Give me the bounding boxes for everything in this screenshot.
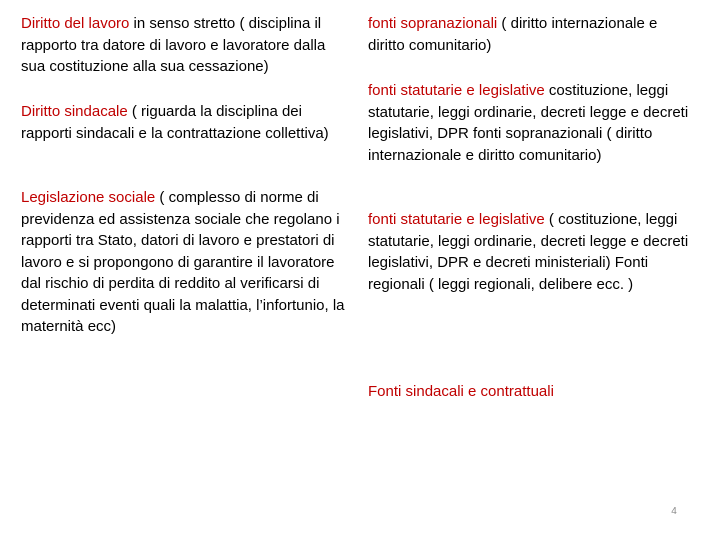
- fonti-statutarie-term-2: fonti statutarie e legislative: [368, 211, 545, 228]
- fonti-statutarie-text-1: costituzione, leggi statutarie, leggi ordinarie, decreti legge e decreti legislativi, DPR fonti sopranazionali ( diritto internazionale e diritto comunitario): [368, 82, 689, 164]
- fonti-sopranazionali-paragraph: [368, 13, 698, 56]
- legislazione-sociale-paragraph: [21, 187, 356, 338]
- fonti-statutarie-term-1: fonti statutarie e legislative: [368, 82, 545, 99]
- diritto-del-lavoro-text: in senso stretto ( disciplina il rapporto tra datore di lavoro e lavoratore dalla sua costituzione alla sua cessazione): [21, 15, 326, 75]
- fonti-sindacali-paragraph: [368, 381, 698, 403]
- page-number: 4: [671, 506, 677, 517]
- diritto-sindacale-text: ( riguarda la disciplina dei rapporti sindacali e la contrattazione collettiva): [21, 103, 329, 142]
- diritto-sindacale-paragraph: [21, 101, 351, 144]
- legislazione-sociale-text: ( complesso di norme di previdenza ed assistenza sociale che regolano i rapporti tra Stato, datori di lavoro e prestatori di lavoro e si propongono di garantire il lavoratore dal rischio di perdita di reddito al verificarsi di determinati eventi quali la malattia, l’infortunio, la maternità ecc): [21, 189, 345, 335]
- diritto-del-lavoro-paragraph: [21, 13, 351, 78]
- fonti-statutarie-paragraph-2: [368, 209, 698, 295]
- legislazione-sociale-term: Legislazione sociale: [21, 189, 156, 206]
- fonti-sindacali-term: Fonti sindacali e contrattuali: [368, 383, 554, 400]
- fonti-statutarie-paragraph-1: [368, 80, 698, 166]
- diritto-del-lavoro-term: Diritto del lavoro: [21, 15, 130, 32]
- fonti-sopranazionali-term: fonti sopranazionali: [368, 15, 498, 32]
- fonti-sopranazionali-text: ( diritto internazionale e diritto comunitario): [368, 15, 658, 54]
- diritto-sindacale-term: Diritto sindacale: [21, 103, 128, 120]
- fonti-statutarie-text-2: ( costituzione, leggi statutarie, leggi ordinarie, decreti legge e decreti legislativi, DPR e decreti ministeriali) Fonti regionali ( leggi regionali, delibere ecc. ): [368, 211, 689, 293]
